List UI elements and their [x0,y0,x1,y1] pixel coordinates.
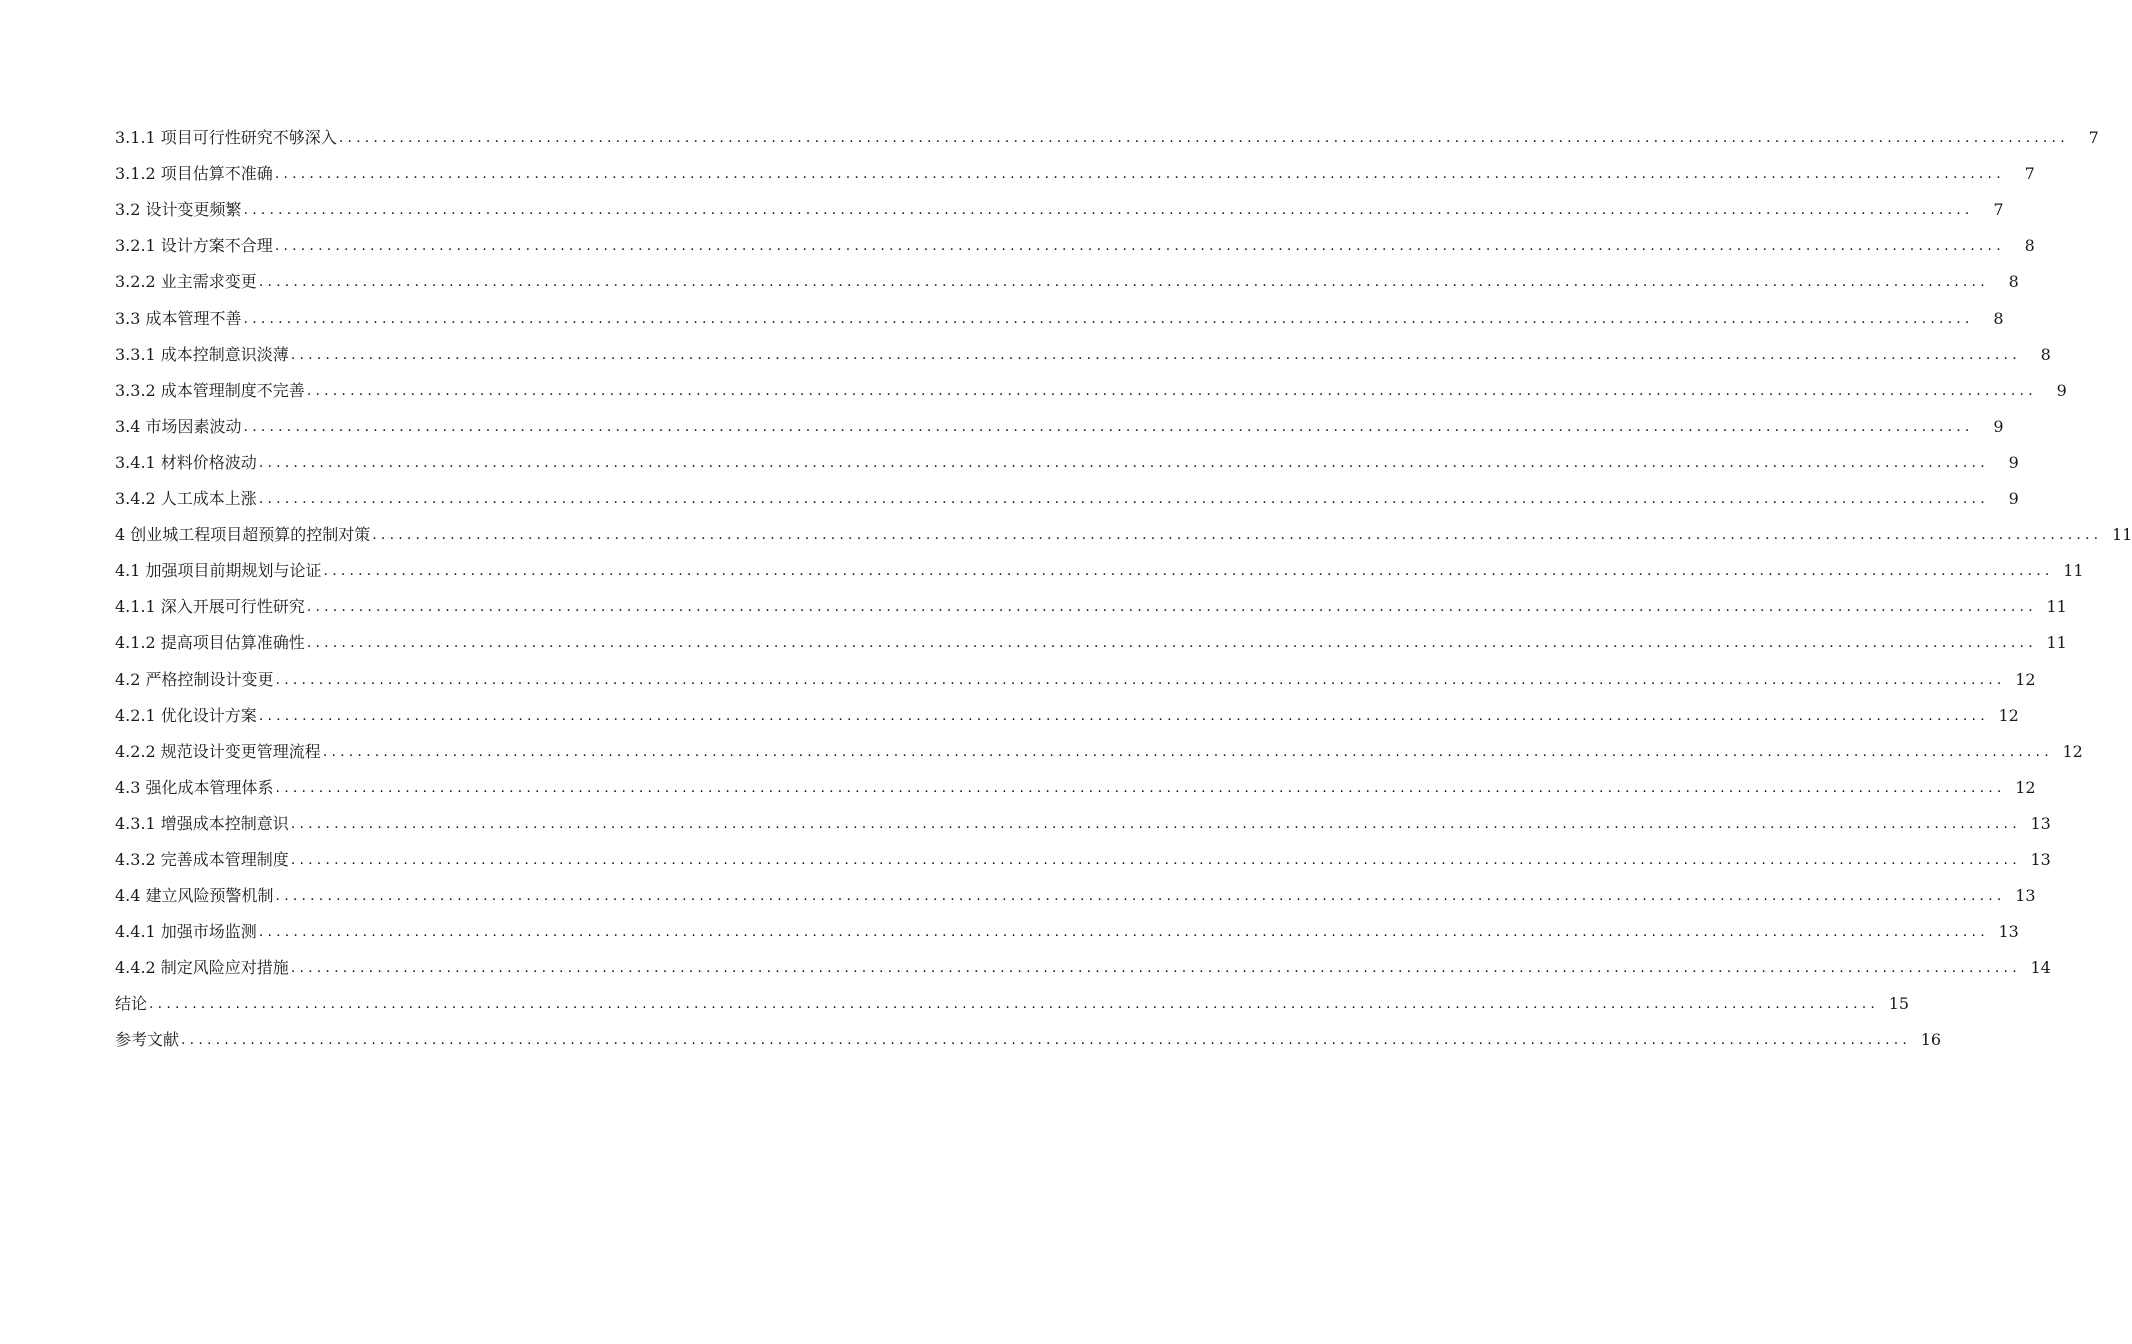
toc-entry[interactable] [115,545,2084,581]
toc-entry-title: 4.2.1 优化设计方案 [115,705,257,725]
toc-entry[interactable] [115,220,2035,256]
toc-entry-title: 3.2 设计变更频繁 [115,200,242,220]
toc-leader-dots: ........................................................................................................................................................................................................ [243,310,1974,327]
toc-entry-page: 7 [1993,200,2004,220]
toc-entry[interactable] [115,329,2051,365]
toc-entry-title: 3.3.1 成本控制意识淡薄 [115,344,289,364]
toc-entry[interactable] [115,726,2083,762]
toc-entry[interactable] [115,112,2099,148]
toc-entry-title: 4.3 强化成本管理体系 [115,777,274,797]
toc-entry-title: 4.4.2 制定风险应对措施 [115,958,289,978]
toc-entry[interactable] [115,256,2019,292]
toc-entry-page: 15 [1888,994,1910,1014]
toc-entry[interactable] [115,653,2036,689]
toc-leader-dots: ........................................................................................................................................................................................................ [306,635,2037,652]
toc-entry-page: 8 [2024,236,2035,256]
toc-entry-page: 9 [2008,452,2019,472]
toc-entry-title: 4.3.1 增强成本控制意识 [115,813,289,833]
toc-entry-title: 3.4 市场因素波动 [115,416,242,436]
toc-leader-dots: ........................................................................................................................................................................................................ [274,238,2005,255]
toc-leader-dots: ........................................................................................................................................................................................................ [181,1032,1912,1049]
toc-entry[interactable] [115,184,2004,220]
toc-leader-dots: ........................................................................................................................................................................................................ [323,563,2054,580]
table-of-contents [115,112,2132,1050]
toc-entry-page: 7 [2088,128,2099,148]
toc-entry[interactable] [115,798,2051,834]
toc-leader-dots: ........................................................................................................................................................................................................ [290,346,2021,363]
toc-entry-page: 8 [2040,344,2051,364]
toc-entry-page: 13 [1998,922,2019,942]
toc-entry-title: 4 创业城工程项目超预算的控制对策 [115,525,371,545]
toc-entry-page: 7 [2024,164,2035,184]
toc-entry-title: 4.1 加强项目前期规划与论证 [115,561,322,581]
toc-entry-page: 11 [2046,633,2067,653]
toc-entry-title: 4.3.2 完善成本管理制度 [115,849,289,869]
toc-entry-page: 11 [2046,597,2067,617]
toc-entry[interactable] [115,942,2051,978]
toc-entry[interactable] [115,978,1910,1014]
toc-entry-title: 结论 [115,994,148,1014]
toc-leader-dots: ........................................................................................................................................................................................................ [149,996,1880,1013]
toc-entry-page: 11 [2111,525,2132,545]
toc-leader-dots: ........................................................................................................................................................................................................ [274,166,2005,183]
toc-entry-title: 4.2.2 规范设计变更管理流程 [115,741,321,761]
toc-entry[interactable] [115,1014,1942,1050]
toc-leader-dots: ........................................................................................................................................................................................................ [258,274,1989,291]
toc-entry-page: 11 [2063,561,2084,581]
toc-entry[interactable] [115,762,2036,798]
toc-entry-title: 3.4.2 人工成本上涨 [115,489,257,509]
toc-entry-title: 3.4.1 材料价格波动 [115,452,257,472]
toc-entry[interactable] [115,509,2132,545]
toc-entry-page: 9 [2008,489,2019,509]
toc-entry[interactable] [115,581,2067,617]
toc-leader-dots: ........................................................................................................................................................................................................ [306,599,2037,616]
toc-entry-page: 9 [1993,416,2004,436]
toc-entry[interactable] [115,834,2051,870]
toc-entry-title: 4.4.1 加强市场监测 [115,922,257,942]
toc-entry[interactable] [115,473,2019,509]
toc-entry-page: 13 [2030,813,2051,833]
toc-leader-dots: ........................................................................................................................................................................................................ [290,851,2021,868]
toc-leader-dots: ........................................................................................................................................................................................................ [290,815,2021,832]
toc-entry-page: 16 [1920,1030,1942,1050]
toc-entry-page: 9 [2056,380,2067,400]
toc-entry[interactable] [115,148,2035,184]
toc-leader-dots: ........................................................................................................................................................................................................ [306,382,2037,399]
toc-entry-title: 3.2.1 设计方案不合理 [115,236,273,256]
toc-entry-title: 4.1.1 深入开展可行性研究 [115,597,305,617]
toc-entry[interactable] [115,870,2036,906]
toc-leader-dots: ........................................................................................................................................................................................................ [258,924,1989,941]
toc-entry-title: 4.1.2 提高项目估算准确性 [115,633,305,653]
toc-entry-page: 13 [2015,886,2036,906]
toc-leader-dots: ........................................................................................................................................................................................................ [275,888,2006,905]
toc-entry[interactable] [115,906,2019,942]
toc-entry-title: 3.3 成本管理不善 [115,308,242,328]
toc-leader-dots: ........................................................................................................................................................................................................ [275,779,2006,796]
toc-leader-dots: ........................................................................................................................................................................................................ [290,960,2021,977]
toc-entry-page: 13 [2030,849,2051,869]
toc-leader-dots: ........................................................................................................................................................................................................ [258,454,1989,471]
toc-leader-dots: ........................................................................................................................................................................................................ [243,202,1974,219]
toc-entry-page: 12 [1998,705,2019,725]
toc-entry[interactable] [115,437,2019,473]
toc-leader-dots: ........................................................................................................................................................................................................ [338,130,2069,147]
toc-entry[interactable] [115,617,2067,653]
toc-entry-title: 4.2 严格控制设计变更 [115,669,274,689]
toc-entry[interactable] [115,365,2067,401]
toc-entry-page: 8 [2008,272,2019,292]
toc-entry-page: 8 [1993,308,2004,328]
toc-entry[interactable] [115,690,2019,726]
toc-entry-title: 3.1.2 项目估算不准确 [115,164,273,184]
toc-entry-title: 3.3.2 成本管理制度不完善 [115,380,305,400]
toc-entry-page: 12 [2015,777,2036,797]
toc-leader-dots: ........................................................................................................................................................................................................ [258,707,1989,724]
toc-leader-dots: ........................................................................................................................................................................................................ [372,527,2103,544]
toc-entry-title: 3.1.1 项目可行性研究不够深入 [115,128,337,148]
toc-leader-dots: ........................................................................................................................................................................................................ [275,671,2006,688]
toc-entry-title: 参考文献 [115,1030,180,1050]
toc-entry-page: 14 [2030,958,2051,978]
toc-entry-page: 12 [2062,741,2083,761]
toc-entry-title: 3.2.2 业主需求变更 [115,272,257,292]
toc-entry-page: 12 [2015,669,2036,689]
toc-entry[interactable] [115,292,2004,328]
toc-entry[interactable] [115,401,2004,437]
toc-leader-dots: ........................................................................................................................................................................................................ [243,418,1974,435]
toc-leader-dots: ........................................................................................................................................................................................................ [258,491,1989,508]
toc-leader-dots: ........................................................................................................................................................................................................ [322,743,2053,760]
toc-entry-title: 4.4 建立风险预警机制 [115,886,274,906]
